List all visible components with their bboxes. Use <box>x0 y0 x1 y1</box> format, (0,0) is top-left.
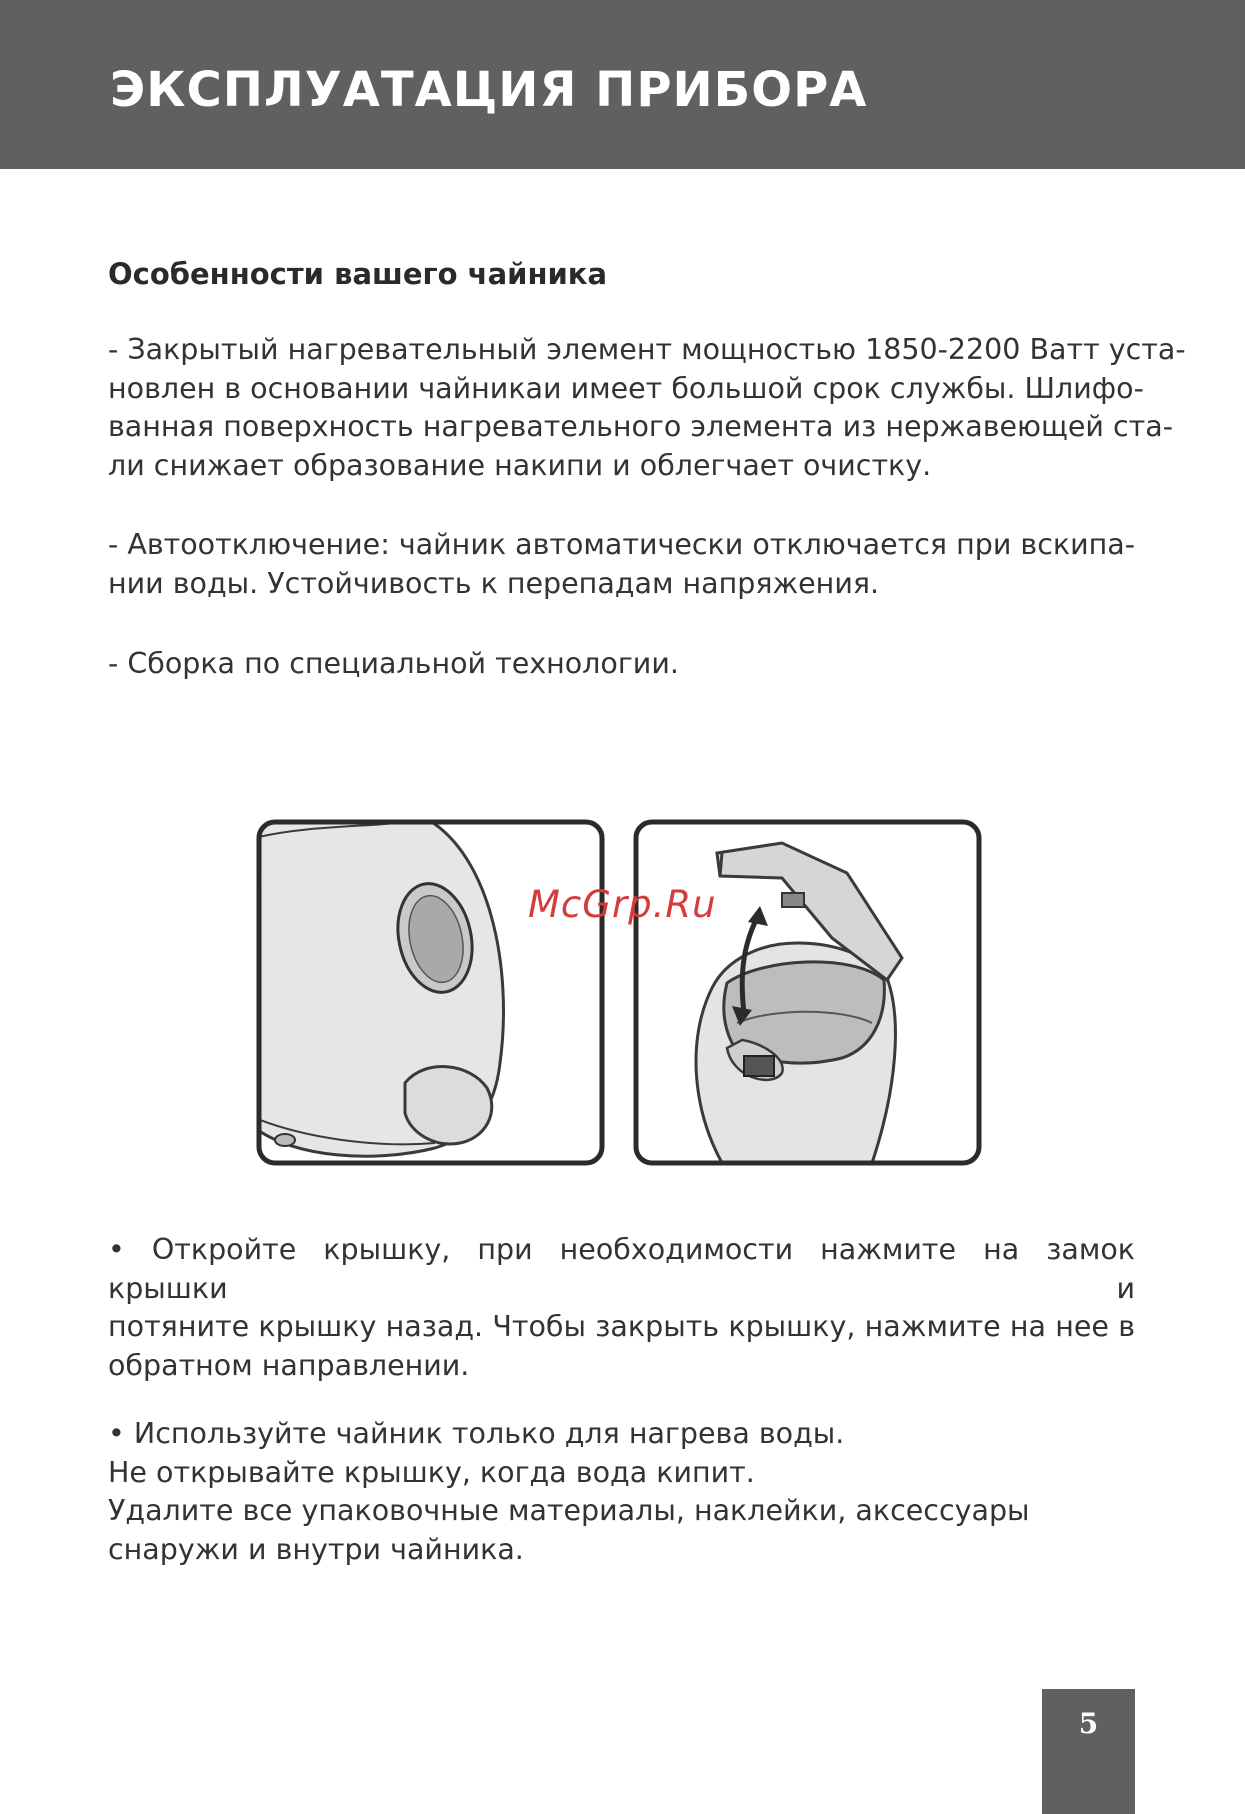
instruction-open-lid <box>108 1231 1135 1385</box>
page-number-tab <box>1042 1689 1135 1814</box>
text-line: Удалите все упаковочные материалы, наклейки, аксессуары <box>108 1494 1030 1527</box>
text-line: снаружи и внутри чайника. <box>108 1532 524 1566</box>
text-line: ванная поверхность нагревательного элемента из нержавеющей ста- <box>108 410 1174 443</box>
kettle-window-illustration <box>255 818 606 1167</box>
instruction-usage <box>108 1415 1138 1569</box>
feature-assembly <box>108 645 1138 684</box>
kettle-lid-illustration <box>632 818 983 1167</box>
header-bar <box>0 0 1245 169</box>
feature-heating-element <box>108 331 1186 485</box>
page-title: ЭКСПЛУАТАЦИЯ ПРИБОРА <box>110 62 868 118</box>
feature-auto-off <box>108 526 1138 603</box>
section-heading: Особенности вашего чайника <box>108 257 608 291</box>
text-line: ли снижает образование накипи и облегчает очистку. <box>108 448 932 482</box>
text-line: Не открывайте крышку, когда вода кипит. <box>108 1455 755 1489</box>
text-line: потяните крышку назад. Чтобы закрыть крышку, нажмите на нее в <box>108 1310 1135 1343</box>
text-line: • Откройте крышку, при необходимости нажмите на замок крышки и <box>108 1233 1135 1305</box>
text-line: • Используйте чайник только для нагрева воды. <box>108 1417 845 1450</box>
page-number: 5 <box>1078 1707 1099 1740</box>
text-line: новлен в основании чайникаи имеет большой срок службы. Шлифо- <box>108 371 1144 405</box>
text-line: обратном направлении. <box>108 1348 470 1382</box>
text-line: - Автоотключение: чайник автоматически отключается при вскипа- <box>108 528 1136 561</box>
text-line: нии воды. Устойчивость к перепадам напряжения. <box>108 566 880 600</box>
text-line: - Сборка по специальной технологии. <box>108 647 679 680</box>
watermark: McGrp.Ru <box>528 883 717 926</box>
text-line: - Закрытый нагревательный элемент мощностью 1850-2200 Ватт уста- <box>108 333 1186 366</box>
